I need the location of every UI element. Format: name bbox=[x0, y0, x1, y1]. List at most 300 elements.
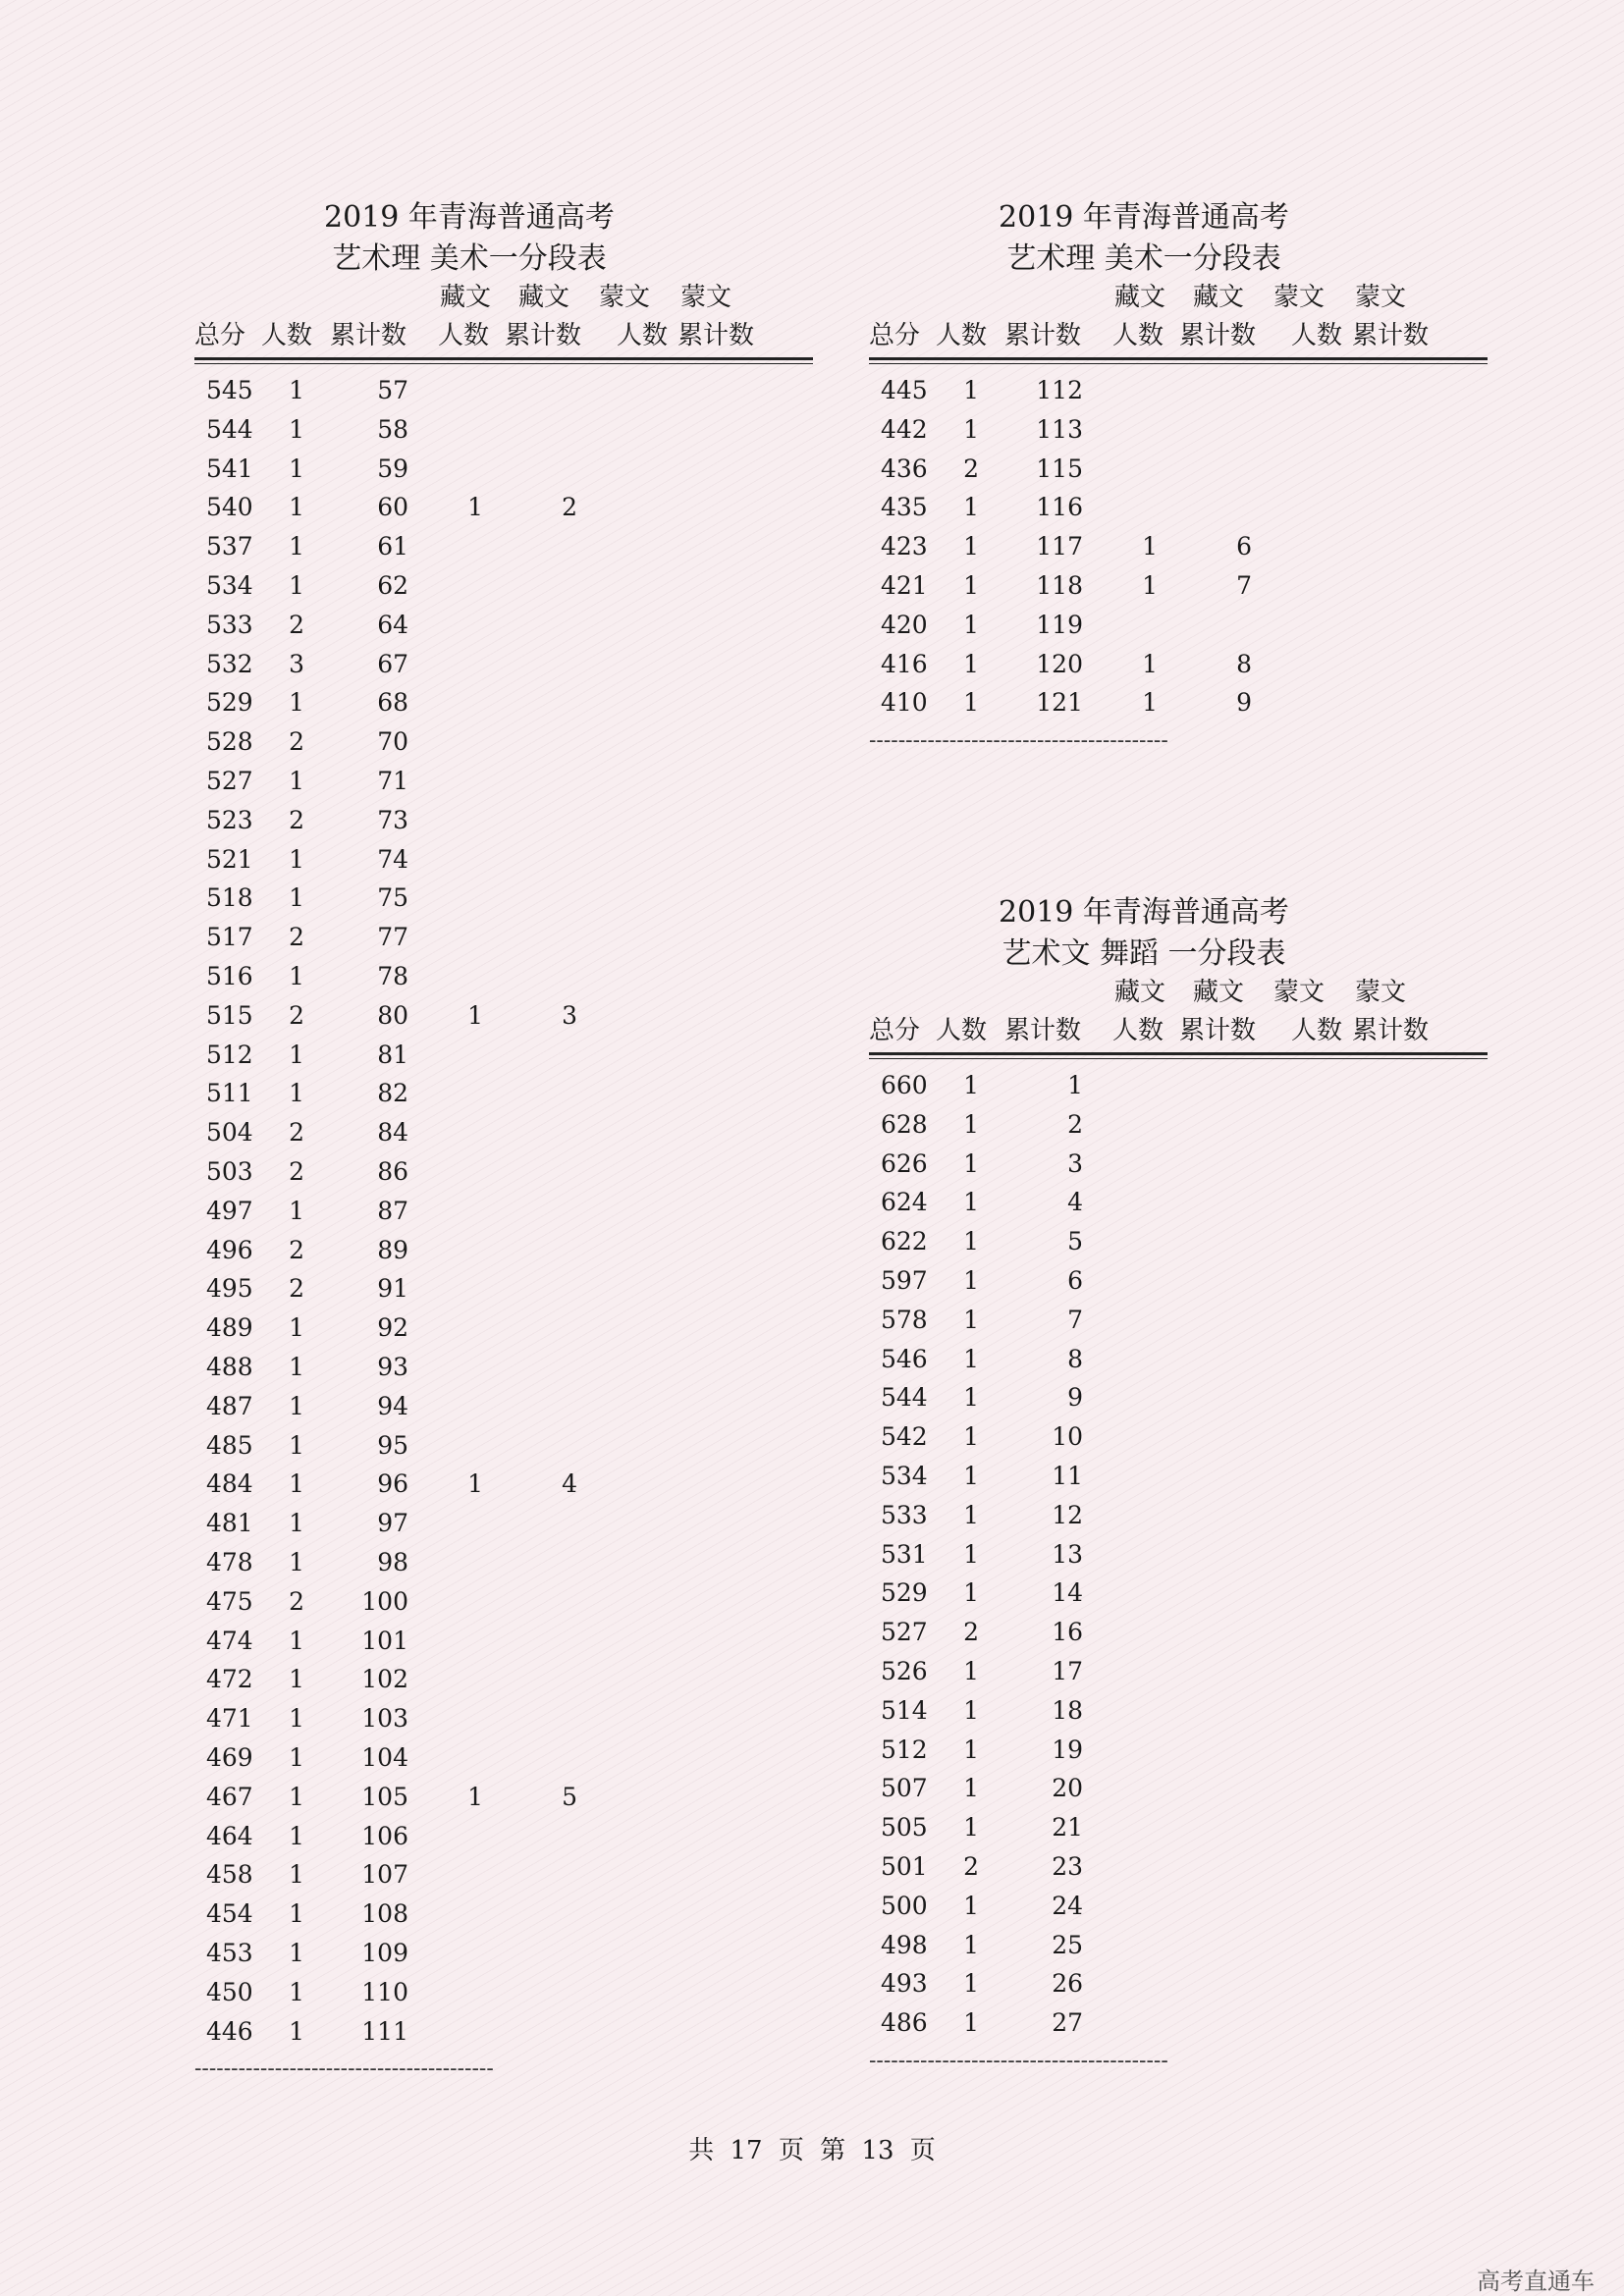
column-header: 人数 bbox=[1291, 1016, 1343, 1045]
cumulative-cell: 14 bbox=[1052, 1578, 1083, 1608]
score-cell: 467 bbox=[206, 1782, 253, 1811]
tibetan-count-cell: 1 bbox=[467, 1782, 483, 1811]
footer-current-prefix: 第 bbox=[820, 2136, 846, 2165]
cumulative-cell: 74 bbox=[377, 844, 408, 874]
count-cell: 2 bbox=[289, 1274, 304, 1304]
tibetan-count-cell: 1 bbox=[467, 1000, 483, 1030]
cumulative-cell: 3 bbox=[1067, 1148, 1083, 1178]
score-cell: 531 bbox=[881, 1539, 928, 1569]
count-cell: 1 bbox=[289, 376, 304, 404]
score-cell: 442 bbox=[881, 414, 928, 444]
score-cell: 505 bbox=[881, 1813, 928, 1842]
column-group-header: 蒙文 bbox=[1355, 978, 1407, 1007]
tibetan-count-cell: 1 bbox=[1142, 571, 1158, 600]
cumulative-cell: 89 bbox=[377, 1235, 408, 1264]
score-cell: 487 bbox=[206, 1391, 253, 1420]
cumulative-cell: 113 bbox=[1036, 414, 1083, 444]
column-header: 累计数 bbox=[330, 321, 407, 350]
score-cell: 421 bbox=[881, 571, 928, 600]
cumulative-cell: 24 bbox=[1052, 1891, 1083, 1920]
cumulative-cell: 11 bbox=[1052, 1462, 1083, 1490]
count-cell: 1 bbox=[963, 1578, 979, 1608]
cumulative-cell: 86 bbox=[377, 1157, 408, 1186]
count-cell: 1 bbox=[963, 1148, 979, 1178]
score-cell: 660 bbox=[881, 1071, 928, 1099]
score-cell: 514 bbox=[881, 1695, 928, 1725]
count-cell: 1 bbox=[289, 1469, 304, 1499]
table-title-year: 2019 年青海普通高考 bbox=[999, 200, 1289, 235]
score-cell: 597 bbox=[881, 1266, 928, 1295]
count-cell: 1 bbox=[963, 1305, 979, 1334]
count-cell: 1 bbox=[289, 883, 304, 913]
count-cell: 1 bbox=[289, 1939, 304, 1967]
score-cell: 529 bbox=[206, 688, 253, 718]
table-title-category: 艺术理 美术一分段表 bbox=[1006, 241, 1281, 276]
cumulative-cell: 91 bbox=[377, 1274, 408, 1304]
cumulative-cell: 97 bbox=[377, 1509, 408, 1538]
count-cell: 1 bbox=[289, 1782, 304, 1811]
count-cell: 2 bbox=[289, 1235, 304, 1264]
footer-total-prefix: 共 bbox=[688, 2136, 715, 2165]
column-header: 累计数 bbox=[1352, 1016, 1430, 1045]
score-cell: 469 bbox=[206, 1743, 253, 1772]
cumulative-cell: 102 bbox=[361, 1665, 408, 1694]
score-cell: 453 bbox=[206, 1939, 253, 1967]
count-cell: 1 bbox=[963, 1735, 979, 1764]
cumulative-cell: 27 bbox=[1052, 2008, 1083, 2038]
count-cell: 1 bbox=[289, 2016, 304, 2046]
footer-page-word: 页 bbox=[778, 2136, 804, 2165]
cumulative-cell: 13 bbox=[1052, 1539, 1083, 1569]
score-cell: 624 bbox=[881, 1188, 928, 1217]
cumulative-cell: 110 bbox=[361, 1977, 408, 2006]
tibetan-cumulative-cell: 7 bbox=[1236, 571, 1252, 600]
column-header: 人数 bbox=[438, 321, 490, 350]
table-title-year: 2019 年青海普通高考 bbox=[324, 200, 615, 235]
score-cell: 496 bbox=[206, 1235, 253, 1264]
column-group-header: 藏文 bbox=[518, 283, 570, 312]
tibetan-count-cell: 1 bbox=[1142, 649, 1158, 678]
cumulative-cell: 61 bbox=[377, 532, 408, 561]
count-cell: 1 bbox=[289, 493, 304, 522]
cumulative-cell: 109 bbox=[361, 1939, 408, 1967]
score-cell: 497 bbox=[206, 1196, 253, 1225]
score-cell: 578 bbox=[881, 1305, 928, 1334]
count-cell: 1 bbox=[963, 1344, 979, 1373]
count-cell: 1 bbox=[289, 688, 304, 718]
table-end-dashed-line: ----------------------------------------- bbox=[869, 2049, 1168, 2073]
score-cell: 507 bbox=[881, 1774, 928, 1803]
cumulative-cell: 60 bbox=[377, 493, 408, 522]
cumulative-cell: 105 bbox=[361, 1782, 408, 1811]
score-cell: 537 bbox=[206, 532, 253, 561]
count-cell: 1 bbox=[289, 1899, 304, 1929]
count-cell: 1 bbox=[289, 571, 304, 600]
count-cell: 1 bbox=[289, 1313, 304, 1343]
score-cell: 515 bbox=[206, 1000, 253, 1030]
score-cell: 503 bbox=[206, 1157, 253, 1186]
column-header: 人数 bbox=[1112, 1016, 1164, 1045]
score-cell: 435 bbox=[881, 493, 928, 522]
score-cell: 486 bbox=[881, 2008, 928, 2038]
count-cell: 1 bbox=[289, 1040, 304, 1069]
score-cell: 458 bbox=[206, 1860, 253, 1890]
count-cell: 2 bbox=[963, 454, 979, 483]
cumulative-cell: 23 bbox=[1052, 1852, 1083, 1881]
column-header: 人数 bbox=[936, 321, 988, 350]
count-cell: 1 bbox=[963, 1422, 979, 1452]
cumulative-cell: 106 bbox=[361, 1821, 408, 1850]
cumulative-cell: 67 bbox=[377, 649, 408, 678]
cumulative-cell: 16 bbox=[1052, 1618, 1083, 1647]
table-title-category: 艺术理 美术一分段表 bbox=[332, 241, 607, 276]
column-header: 累计数 bbox=[505, 321, 582, 350]
cumulative-cell: 121 bbox=[1036, 688, 1083, 718]
column-header: 人数 bbox=[1112, 321, 1164, 350]
column-group-header: 藏文 bbox=[1193, 978, 1245, 1007]
score-cell: 498 bbox=[881, 1930, 928, 1959]
score-cell: 488 bbox=[206, 1353, 253, 1381]
cumulative-cell: 21 bbox=[1052, 1813, 1083, 1842]
footer-current-page: 13 bbox=[861, 2136, 894, 2165]
column-group-header: 藏文 bbox=[1193, 283, 1245, 312]
column-header: 总分 bbox=[869, 321, 921, 350]
column-group-header: 藏文 bbox=[440, 283, 492, 312]
count-cell: 1 bbox=[963, 1657, 979, 1685]
cumulative-cell: 115 bbox=[1036, 454, 1083, 483]
count-cell: 1 bbox=[289, 532, 304, 561]
cumulative-cell: 6 bbox=[1067, 1266, 1083, 1295]
count-cell: 1 bbox=[963, 1930, 979, 1959]
score-cell: 622 bbox=[881, 1227, 928, 1256]
count-cell: 1 bbox=[289, 454, 304, 483]
cumulative-cell: 84 bbox=[377, 1118, 408, 1148]
cumulative-cell: 7 bbox=[1067, 1305, 1083, 1334]
column-header: 累计数 bbox=[1004, 321, 1082, 350]
score-cell: 532 bbox=[206, 649, 253, 678]
cumulative-cell: 108 bbox=[361, 1899, 408, 1929]
score-cell: 533 bbox=[881, 1500, 928, 1529]
score-cell: 423 bbox=[881, 532, 928, 561]
column-header: 人数 bbox=[1291, 321, 1343, 350]
score-cell: 534 bbox=[881, 1462, 928, 1490]
column-group-header: 蒙文 bbox=[680, 283, 732, 312]
table-title-year: 2019 年青海普通高考 bbox=[999, 895, 1289, 930]
count-cell: 1 bbox=[289, 767, 304, 795]
header-double-rule bbox=[869, 1052, 1488, 1059]
count-cell: 1 bbox=[963, 1266, 979, 1295]
score-cell: 528 bbox=[206, 727, 253, 757]
cumulative-cell: 87 bbox=[377, 1196, 408, 1225]
cumulative-cell: 119 bbox=[1036, 610, 1083, 639]
cumulative-cell: 62 bbox=[377, 571, 408, 600]
cumulative-cell: 58 bbox=[377, 414, 408, 444]
cumulative-cell: 9 bbox=[1067, 1383, 1083, 1413]
table-title-category: 艺术文 舞蹈 一分段表 bbox=[1001, 936, 1286, 971]
count-cell: 1 bbox=[963, 1695, 979, 1725]
score-cell: 454 bbox=[206, 1899, 253, 1929]
score-cell: 493 bbox=[881, 1969, 928, 1999]
count-cell: 2 bbox=[289, 923, 304, 952]
count-cell: 1 bbox=[963, 1462, 979, 1490]
score-cell: 545 bbox=[206, 376, 253, 404]
cumulative-cell: 17 bbox=[1052, 1657, 1083, 1685]
cumulative-cell: 98 bbox=[377, 1548, 408, 1576]
count-cell: 2 bbox=[289, 805, 304, 834]
cumulative-cell: 80 bbox=[377, 1000, 408, 1030]
score-cell: 533 bbox=[206, 610, 253, 639]
header-double-rule bbox=[869, 357, 1488, 364]
score-cell: 472 bbox=[206, 1665, 253, 1694]
count-cell: 1 bbox=[963, 688, 979, 718]
count-cell: 1 bbox=[963, 1813, 979, 1842]
count-cell: 1 bbox=[963, 1969, 979, 1999]
cumulative-cell: 70 bbox=[377, 727, 408, 757]
count-cell: 1 bbox=[963, 2008, 979, 2038]
count-cell: 1 bbox=[963, 1891, 979, 1920]
cumulative-cell: 20 bbox=[1052, 1774, 1083, 1803]
tibetan-cumulative-cell: 8 bbox=[1236, 649, 1252, 678]
cumulative-cell: 77 bbox=[377, 923, 408, 952]
count-cell: 1 bbox=[963, 1109, 979, 1139]
cumulative-cell: 68 bbox=[377, 688, 408, 718]
cumulative-cell: 2 bbox=[1067, 1109, 1083, 1139]
count-cell: 1 bbox=[289, 1977, 304, 2006]
cumulative-cell: 5 bbox=[1067, 1227, 1083, 1256]
column-header: 累计数 bbox=[1004, 1016, 1082, 1045]
score-cell: 526 bbox=[881, 1657, 928, 1685]
cumulative-cell: 112 bbox=[1036, 376, 1083, 404]
cumulative-cell: 78 bbox=[377, 962, 408, 990]
tibetan-count-cell: 1 bbox=[467, 493, 483, 522]
column-header: 累计数 bbox=[1352, 321, 1430, 350]
count-cell: 1 bbox=[963, 1383, 979, 1413]
brand-watermark: 高考直通车 bbox=[1477, 2268, 1595, 2295]
cumulative-cell: 116 bbox=[1036, 493, 1083, 522]
tibetan-cumulative-cell: 2 bbox=[562, 493, 577, 522]
count-cell: 2 bbox=[289, 610, 304, 639]
score-cell: 481 bbox=[206, 1509, 253, 1538]
count-cell: 1 bbox=[289, 1391, 304, 1420]
count-cell: 2 bbox=[289, 727, 304, 757]
count-cell: 1 bbox=[289, 1743, 304, 1772]
count-cell: 1 bbox=[963, 1071, 979, 1099]
tibetan-count-cell: 1 bbox=[1142, 532, 1158, 561]
count-cell: 1 bbox=[289, 1196, 304, 1225]
count-cell: 1 bbox=[963, 610, 979, 639]
cumulative-cell: 19 bbox=[1052, 1735, 1083, 1764]
cumulative-cell: 120 bbox=[1036, 649, 1083, 678]
tibetan-count-cell: 1 bbox=[467, 1469, 483, 1499]
score-cell: 489 bbox=[206, 1313, 253, 1343]
cumulative-cell: 104 bbox=[361, 1743, 408, 1772]
cumulative-cell: 101 bbox=[361, 1626, 408, 1655]
cumulative-cell: 4 bbox=[1067, 1188, 1083, 1217]
column-header: 人数 bbox=[261, 321, 313, 350]
cumulative-cell: 75 bbox=[377, 883, 408, 913]
count-cell: 1 bbox=[289, 1626, 304, 1655]
count-cell: 1 bbox=[963, 414, 979, 444]
count-cell: 2 bbox=[289, 1000, 304, 1030]
cumulative-cell: 71 bbox=[377, 767, 408, 795]
cumulative-cell: 103 bbox=[361, 1704, 408, 1734]
cumulative-cell: 26 bbox=[1052, 1969, 1083, 1999]
table-end-dashed-line: ----------------------------------------- bbox=[869, 728, 1168, 754]
score-cell: 501 bbox=[881, 1852, 928, 1881]
count-cell: 1 bbox=[963, 649, 979, 678]
cumulative-cell: 81 bbox=[377, 1040, 408, 1069]
count-cell: 2 bbox=[963, 1852, 979, 1881]
cumulative-cell: 95 bbox=[377, 1430, 408, 1460]
count-cell: 3 bbox=[289, 649, 304, 678]
cumulative-cell: 107 bbox=[361, 1860, 408, 1890]
score-cell: 475 bbox=[206, 1586, 253, 1616]
cumulative-cell: 100 bbox=[361, 1586, 408, 1616]
count-cell: 1 bbox=[289, 1821, 304, 1850]
cumulative-cell: 93 bbox=[377, 1353, 408, 1381]
count-cell: 1 bbox=[289, 1665, 304, 1694]
score-cell: 484 bbox=[206, 1469, 253, 1499]
column-group-header: 蒙文 bbox=[1273, 978, 1326, 1007]
column-header: 累计数 bbox=[1179, 1016, 1257, 1045]
column-header: 人数 bbox=[617, 321, 669, 350]
score-cell: 517 bbox=[206, 923, 253, 952]
count-cell: 2 bbox=[289, 1118, 304, 1148]
cumulative-cell: 117 bbox=[1036, 532, 1083, 561]
count-cell: 2 bbox=[289, 1586, 304, 1616]
score-cell: 495 bbox=[206, 1274, 253, 1304]
cumulative-cell: 1 bbox=[1067, 1071, 1083, 1099]
score-cell: 478 bbox=[206, 1548, 253, 1576]
score-cell: 626 bbox=[881, 1148, 928, 1178]
score-cell: 464 bbox=[206, 1821, 253, 1850]
cumulative-cell: 64 bbox=[377, 610, 408, 639]
count-cell: 1 bbox=[289, 1704, 304, 1734]
column-group-header: 藏文 bbox=[1114, 978, 1166, 1007]
count-cell: 1 bbox=[963, 1500, 979, 1529]
score-cell: 416 bbox=[881, 649, 928, 678]
tibetan-cumulative-cell: 3 bbox=[562, 1000, 577, 1030]
score-cell: 504 bbox=[206, 1118, 253, 1148]
count-cell: 1 bbox=[963, 1188, 979, 1217]
score-cell: 511 bbox=[206, 1079, 253, 1108]
cumulative-cell: 18 bbox=[1052, 1695, 1083, 1725]
count-cell: 1 bbox=[289, 414, 304, 444]
count-cell: 2 bbox=[289, 1157, 304, 1186]
cumulative-cell: 12 bbox=[1052, 1500, 1083, 1529]
score-cell: 516 bbox=[206, 962, 253, 990]
score-cell: 518 bbox=[206, 883, 253, 913]
score-cell: 512 bbox=[206, 1040, 253, 1069]
count-cell: 1 bbox=[289, 1079, 304, 1108]
column-group-header: 蒙文 bbox=[1273, 283, 1326, 312]
cumulative-cell: 111 bbox=[361, 2016, 408, 2046]
count-cell: 1 bbox=[963, 571, 979, 600]
score-cell: 534 bbox=[206, 571, 253, 600]
cumulative-cell: 118 bbox=[1036, 571, 1083, 600]
score-cell: 542 bbox=[881, 1422, 928, 1452]
footer-suffix: 页 bbox=[909, 2136, 936, 2165]
cumulative-cell: 96 bbox=[377, 1469, 408, 1499]
table-end-dashed-line: ----------------------------------------- bbox=[194, 2056, 494, 2082]
score-cell: 446 bbox=[206, 2016, 253, 2046]
cumulative-cell: 8 bbox=[1067, 1344, 1083, 1373]
column-group-header: 藏文 bbox=[1114, 283, 1166, 312]
score-cell: 450 bbox=[206, 1977, 253, 2006]
count-cell: 1 bbox=[289, 1430, 304, 1460]
count-cell: 1 bbox=[963, 532, 979, 561]
count-cell: 1 bbox=[963, 376, 979, 404]
score-cell: 540 bbox=[206, 493, 253, 522]
score-cell: 445 bbox=[881, 376, 928, 404]
header-double-rule bbox=[194, 357, 813, 364]
score-cell: 521 bbox=[206, 844, 253, 874]
cumulative-cell: 73 bbox=[377, 805, 408, 834]
score-cell: 628 bbox=[881, 1109, 928, 1139]
count-cell: 1 bbox=[289, 844, 304, 874]
tibetan-count-cell: 1 bbox=[1142, 688, 1158, 718]
tibetan-cumulative-cell: 6 bbox=[1236, 532, 1252, 561]
tibetan-cumulative-cell: 9 bbox=[1236, 688, 1252, 718]
score-cell: 436 bbox=[881, 454, 928, 483]
score-cell: 500 bbox=[881, 1891, 928, 1920]
count-cell: 1 bbox=[963, 1227, 979, 1256]
score-cell: 541 bbox=[206, 454, 253, 483]
score-cell: 529 bbox=[881, 1578, 928, 1608]
score-cell: 474 bbox=[206, 1626, 253, 1655]
count-cell: 1 bbox=[289, 1548, 304, 1576]
tibetan-cumulative-cell: 4 bbox=[562, 1469, 577, 1499]
count-cell: 1 bbox=[963, 493, 979, 522]
score-cell: 420 bbox=[881, 610, 928, 639]
count-cell: 1 bbox=[289, 1509, 304, 1538]
cumulative-cell: 10 bbox=[1052, 1422, 1083, 1452]
column-header: 总分 bbox=[869, 1016, 921, 1045]
count-cell: 1 bbox=[963, 1539, 979, 1569]
count-cell: 1 bbox=[963, 1774, 979, 1803]
score-cell: 410 bbox=[881, 688, 928, 718]
page-footer bbox=[0, 2130, 1624, 2166]
column-header: 累计数 bbox=[1179, 321, 1257, 350]
cumulative-cell: 57 bbox=[377, 376, 408, 404]
column-header: 总分 bbox=[194, 321, 246, 350]
tibetan-cumulative-cell: 5 bbox=[562, 1782, 577, 1811]
count-cell: 1 bbox=[289, 962, 304, 990]
count-cell: 1 bbox=[289, 1353, 304, 1381]
column-header: 人数 bbox=[936, 1016, 988, 1045]
cumulative-cell: 25 bbox=[1052, 1930, 1083, 1959]
count-cell: 1 bbox=[289, 1860, 304, 1890]
score-cell: 485 bbox=[206, 1430, 253, 1460]
column-group-header: 蒙文 bbox=[599, 283, 651, 312]
cumulative-cell: 82 bbox=[377, 1079, 408, 1108]
cumulative-cell: 92 bbox=[377, 1313, 408, 1343]
cumulative-cell: 94 bbox=[377, 1391, 408, 1420]
score-cell: 512 bbox=[881, 1735, 928, 1764]
count-cell: 2 bbox=[963, 1618, 979, 1647]
score-cell: 527 bbox=[206, 767, 253, 795]
score-cell: 527 bbox=[881, 1618, 928, 1647]
score-cell: 471 bbox=[206, 1704, 253, 1734]
cumulative-cell: 59 bbox=[377, 454, 408, 483]
footer-total-pages: 17 bbox=[730, 2136, 763, 2165]
score-cell: 544 bbox=[881, 1383, 928, 1413]
score-cell: 523 bbox=[206, 805, 253, 834]
score-cell: 544 bbox=[206, 414, 253, 444]
column-group-header: 蒙文 bbox=[1355, 283, 1407, 312]
score-cell: 546 bbox=[881, 1344, 928, 1373]
column-header: 累计数 bbox=[677, 321, 755, 350]
